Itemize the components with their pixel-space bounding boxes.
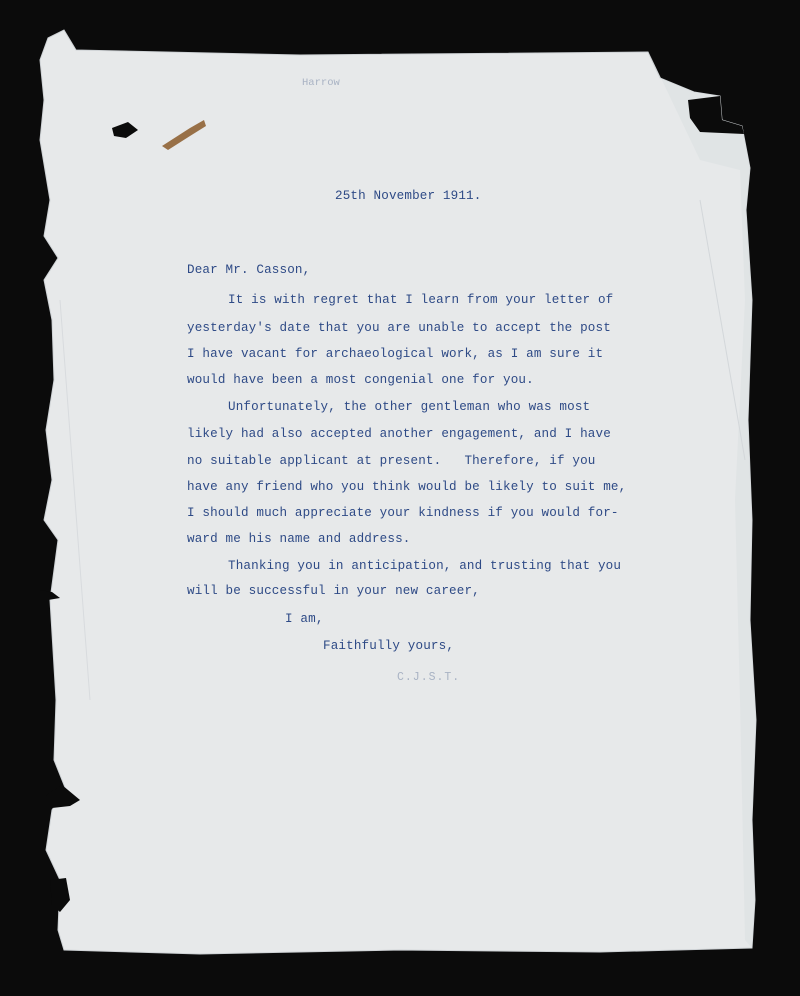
valediction: Faithfully yours, [323, 639, 455, 653]
salutation: Dear Mr. Casson, [187, 263, 311, 277]
signature-initials: C.J.S.T. [397, 671, 461, 684]
paragraph-2-line-4: have any friend who you think would be likely to suit me, [187, 480, 627, 494]
paragraph-2-line-5: I should much appreciate your kindness if you would for- [187, 506, 619, 520]
paragraph-1-line-1: It is with regret that I learn from your letter of [228, 293, 614, 307]
paragraph-1-line-3: I have vacant for archaeological work, as I am sure it [187, 347, 604, 361]
paragraph-2-line-2: likely had also accepted another engagement, and I have [187, 427, 611, 441]
closing: I am, [285, 612, 324, 626]
paragraph-2-line-1: Unfortunately, the other gentleman who was most [228, 400, 591, 414]
paragraph-1-line-4: would have been a most congenial one for you. [187, 373, 534, 387]
paragraph-3-line-2: will be successful in your new career, [187, 584, 480, 598]
letterhead: Harrow [302, 77, 340, 89]
paragraph-3-line-1: Thanking you in anticipation, and trusting that you [228, 559, 622, 573]
paragraph-2-line-6: ward me his name and address. [187, 532, 411, 546]
paragraph-1-line-2: yesterday's date that you are unable to accept the post [187, 321, 611, 335]
letter-date: 25th November 1911. [335, 189, 482, 203]
paragraph-2-line-3: no suitable applicant at present. Therefore, if you [187, 454, 596, 468]
